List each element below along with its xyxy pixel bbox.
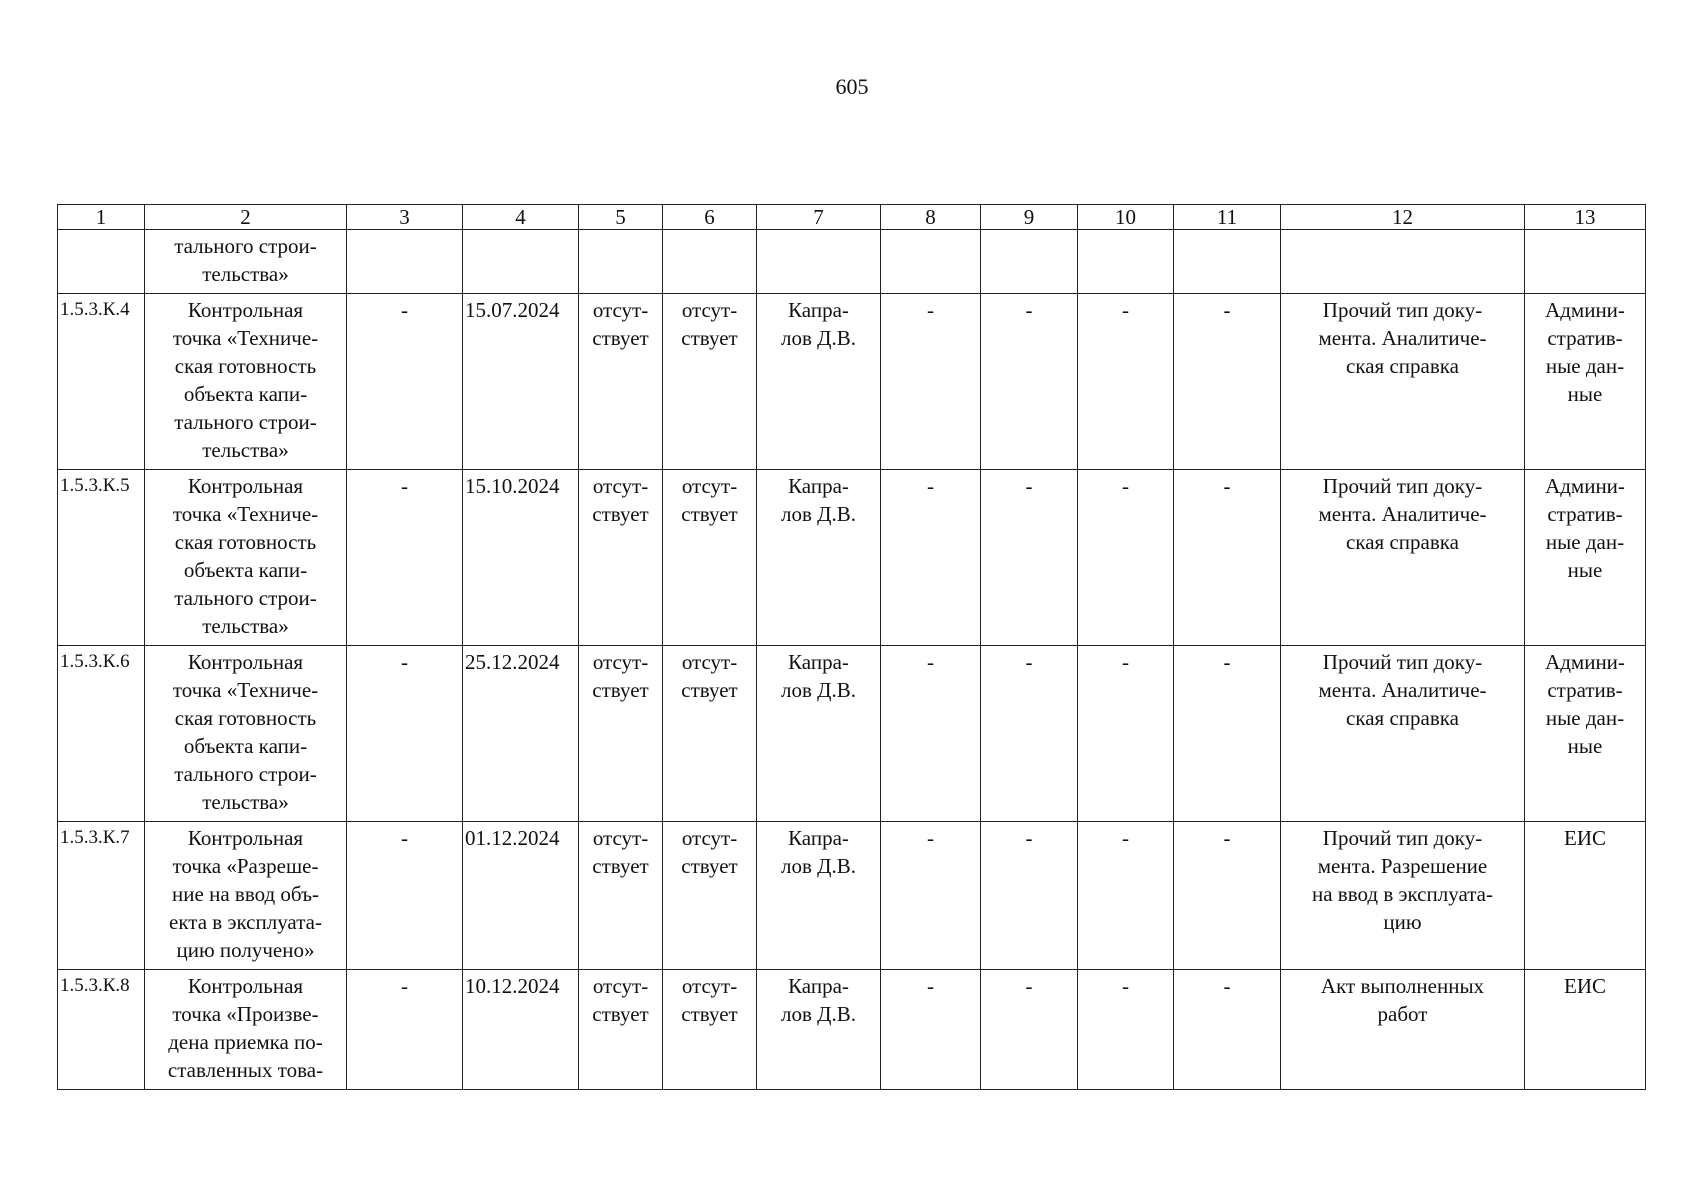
table-cell: - [1174,294,1281,470]
column-header: 6 [663,205,757,230]
column-header: 7 [757,205,881,230]
table-cell [1281,230,1525,294]
table-cell [981,230,1078,294]
table-cell [757,230,881,294]
table-cell [463,230,579,294]
table-cell: Прочий тип доку- мента. Аналитиче- ская справка [1281,470,1525,646]
table-cell [663,230,757,294]
table-cell: 15.07.2024 [463,294,579,470]
table-cell: - [1174,470,1281,646]
table-cell: ЕИС [1525,822,1646,970]
table-cell: - [981,470,1078,646]
table-row [58,822,1646,970]
table-cell: - [981,646,1078,822]
table-cell: 1.5.3.К.7 [58,822,145,970]
table-cell: Админи- стратив- ные дан- ные [1525,646,1646,822]
table-cell: 1.5.3.К.8 [58,970,145,1090]
table-cell: - [881,294,981,470]
table-cell: - [1078,294,1174,470]
column-header: 4 [463,205,579,230]
table-cell: Капра- лов Д.В. [757,970,881,1090]
table-cell: Капра- лов Д.В. [757,646,881,822]
table-cell: 01.12.2024 [463,822,579,970]
table-cell: - [347,822,463,970]
table-cell: 1.5.3.К.4 [58,294,145,470]
table-cell: - [347,470,463,646]
page-number: 605 [835,74,869,99]
table-cell [347,230,463,294]
table-cell: 15.10.2024 [463,470,579,646]
table-cell: ЕИС [1525,970,1646,1090]
table-cell: - [981,294,1078,470]
table-cell: отсут- ствует [579,822,663,970]
table-cell: тального строи- тельства» [145,230,347,294]
table-cell [1078,230,1174,294]
table-cell: отсут- ствует [663,294,757,470]
table-cell [881,230,981,294]
table-cell: Админи- стратив- ные дан- ные [1525,470,1646,646]
table-cell: отсут- ствует [579,294,663,470]
table-cell: отсут- ствует [579,970,663,1090]
table-row [58,294,1646,470]
table-cell: Капра- лов Д.В. [757,294,881,470]
table-cell: - [881,822,981,970]
column-header: 3 [347,205,463,230]
column-header: 8 [881,205,981,230]
table-row [58,230,1646,294]
table-cell: - [1078,970,1174,1090]
table-cell: Контрольная точка «Техниче- ская готовность объекта капи- тального строи- тельства» [145,294,347,470]
table-cell: Прочий тип доку- мента. Аналитиче- ская справка [1281,294,1525,470]
table-cell: отсут- ствует [663,470,757,646]
table-cell: Прочий тип доку- мента. Аналитиче- ская справка [1281,646,1525,822]
document-table [57,204,1646,1090]
table-cell [579,230,663,294]
table-cell [1525,230,1646,294]
table-cell: отсут- ствует [663,822,757,970]
table-cell: Капра- лов Д.В. [757,822,881,970]
column-header: 13 [1525,205,1646,230]
table-row [58,470,1646,646]
table-cell: - [881,970,981,1090]
table-cell: - [881,470,981,646]
table-cell: Контрольная точка «Разреше- ние на ввод объ- екта в эксплуата- цию получено» [145,822,347,970]
table-cell: Акт выполненных работ [1281,970,1525,1090]
column-header: 11 [1174,205,1281,230]
table-cell: - [1078,470,1174,646]
table-cell: Прочий тип доку- мента. Разрешение на ввод в эксплуата- цию [1281,822,1525,970]
table-cell: отсут- ствует [579,646,663,822]
table-cell [58,230,145,294]
table-cell: - [1174,822,1281,970]
table-cell: отсут- ствует [579,470,663,646]
table-cell: отсут- ствует [663,970,757,1090]
table-row [58,970,1646,1090]
table-cell: - [881,646,981,822]
column-header: 1 [58,205,145,230]
table-cell: - [981,970,1078,1090]
table-cell: - [1174,646,1281,822]
table-cell: Контрольная точка «Техниче- ская готовность объекта капи- тального строи- тельства» [145,646,347,822]
table-cell: - [1078,646,1174,822]
table-cell: отсут- ствует [663,646,757,822]
table-row [58,646,1646,822]
table-cell: 10.12.2024 [463,970,579,1090]
column-header: 10 [1078,205,1174,230]
table-cell: - [347,646,463,822]
table-cell: 1.5.3.К.6 [58,646,145,822]
column-header: 2 [145,205,347,230]
table-cell: - [1174,970,1281,1090]
table-cell: - [981,822,1078,970]
table-cell: - [347,294,463,470]
column-header: 12 [1281,205,1525,230]
table-cell: 25.12.2024 [463,646,579,822]
table-cell: - [347,970,463,1090]
table-cell [1174,230,1281,294]
table-cell: 1.5.3.К.5 [58,470,145,646]
table-cell: - [1078,822,1174,970]
column-header: 9 [981,205,1078,230]
table-cell: Контрольная точка «Произве- дена приемка по- ставленных това- [145,970,347,1090]
table-cell: Капра- лов Д.В. [757,470,881,646]
column-header: 5 [579,205,663,230]
table-cell: Контрольная точка «Техниче- ская готовность объекта капи- тального строи- тельства» [145,470,347,646]
table-header-row [58,205,1646,230]
table-cell: Админи- стратив- ные дан- ные [1525,294,1646,470]
